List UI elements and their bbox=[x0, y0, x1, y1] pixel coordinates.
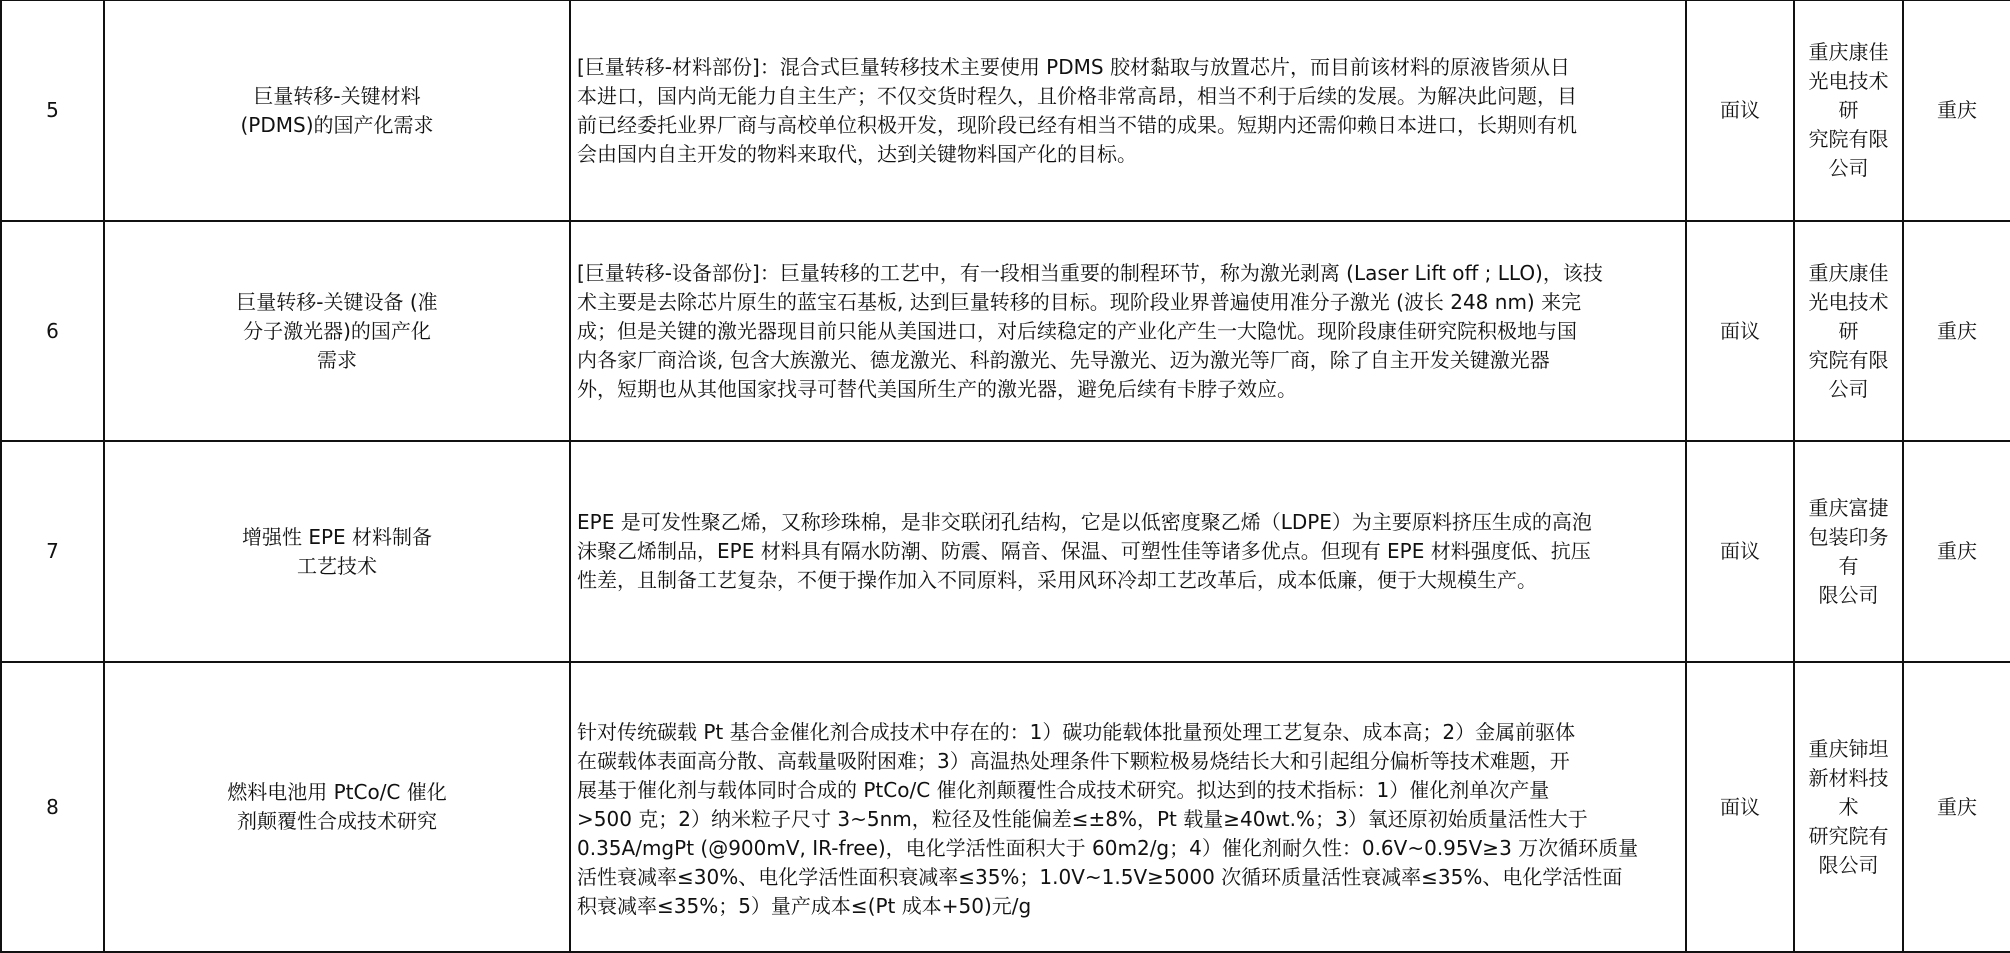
price-cell: 面议 bbox=[1686, 0, 1794, 221]
row-number: 6 bbox=[1, 221, 104, 441]
price-cell: 面议 bbox=[1686, 662, 1794, 952]
description-line: 性差，且制备工艺复杂，不便于操作加入不同原料，采用风环冷却工艺改革后，成本低廉，便于大规模生产。 bbox=[577, 568, 1537, 592]
organization-line: 公司 bbox=[1828, 376, 1869, 401]
organization-line: 重庆康佳 bbox=[1808, 260, 1889, 285]
organization-line: 光电技术 bbox=[1808, 69, 1889, 93]
organization-line: 究院有限 bbox=[1808, 347, 1889, 372]
city-cell: 重庆 bbox=[1903, 0, 2010, 221]
organization-line: 研 bbox=[1838, 318, 1859, 343]
organization-line: 包装印务 bbox=[1808, 524, 1889, 549]
organization-name bbox=[1794, 441, 1903, 662]
project-description bbox=[570, 221, 1686, 441]
organization-line: 新材料技 bbox=[1808, 765, 1889, 790]
table-row bbox=[1, 662, 2010, 952]
description-line: [巨量转移-设备部份]：巨量转移的工艺中，有一段相当重要的制程环节，称为激光剥离 (Laser Lift off ; LLO)，该技 bbox=[577, 260, 1603, 285]
project-description bbox=[570, 441, 1686, 662]
organization-name bbox=[1794, 662, 1903, 952]
description-line: 本进口，国内尚无能力自主生产；不仅交货时程久，且价格非常高昂，相当不利于后续的发展。为解决此问题，目 bbox=[577, 83, 1577, 108]
project-name bbox=[104, 662, 570, 952]
price-cell: 面议 bbox=[1686, 441, 1794, 662]
organization-line: 究院有限 bbox=[1808, 127, 1889, 151]
table-row bbox=[1, 441, 2010, 662]
project-name-line: 工艺技术 bbox=[297, 553, 377, 578]
project-description bbox=[570, 0, 1686, 221]
price-cell: 面议 bbox=[1686, 221, 1794, 441]
city-cell: 重庆 bbox=[1903, 221, 2010, 441]
organization-line: 重庆康佳 bbox=[1808, 40, 1889, 64]
row-number: 5 bbox=[1, 0, 104, 221]
organization-line: 重庆铈坦 bbox=[1808, 736, 1889, 761]
organization-name bbox=[1794, 0, 1903, 221]
project-name-line: (PDMS)的国产化需求 bbox=[240, 112, 434, 137]
description-line: 沫聚乙烯制品，EPE 材料具有隔水防潮、防震、隔音、保温、可塑性佳等诸多优点。但现有 EPE 材料强度低、抗压 bbox=[577, 539, 1591, 563]
description-line: 活性衰减率≤30%、电化学活性面积衰减率≤35%；1.0V~1.5V≥5000 次循环质量活性衰减率≤35%、电化学活性面 bbox=[577, 864, 1623, 889]
description-line: 积衰减率≤35%；5）量产成本≤(Pt 成本+50)元/g bbox=[577, 893, 1032, 918]
description-line: 内各家厂商洽谈, 包含大族激光、德龙激光、科韵激光、先导激光、迈为激光等厂商，除了自主开发关键激光器 bbox=[577, 347, 1550, 372]
project-name-line: 分子激光器)的国产化 bbox=[243, 318, 431, 343]
description-line: 成；但是关键的激光器现目前只能从美国进口，对后续稳定的产业化产生一大隐忧。现阶段康佳研究院积极地与国 bbox=[577, 318, 1577, 343]
description-line: [巨量转移-材料部份]：混合式巨量转移技术主要使用 PDMS 胶材黏取与放置芯片，而目前该材料的原液皆须从日 bbox=[577, 54, 1570, 79]
description-line: 前已经委托业界厂商与高校单位积极开发，现阶段已经有相当不错的成果。短期内还需仰赖日本进口，长期则有机 bbox=[577, 112, 1577, 137]
project-name-line: 剂颠覆性合成技术研究 bbox=[237, 809, 437, 833]
organization-line: 公司 bbox=[1828, 156, 1869, 180]
organization-line: 术 bbox=[1838, 794, 1859, 819]
description-line: 在碳载体表面高分散、高载量吸附困难；3）高温热处理条件下颗粒极易烧结长大和引起组分偏析等技术难题，开 bbox=[577, 748, 1570, 773]
row-number: 8 bbox=[1, 662, 104, 952]
project-name bbox=[104, 221, 570, 441]
description-line: 展基于催化剂与载体同时合成的 PtCo/C 催化剂颠覆性合成技术研究。拟达到的技术指标：1）催化剂单次产量 bbox=[577, 777, 1550, 802]
project-description bbox=[570, 662, 1686, 952]
project-name-line: 需求 bbox=[317, 347, 357, 372]
description-line: 外，短期也从其他国家找寻可替代美国所生产的激光器，避免后续有卡脖子效应。 bbox=[577, 376, 1297, 401]
description-line: >500 克；2）纳米粒子尺寸 3~5nm，粒径及性能偏差≤±8%，Pt 载量≥40wt.%；3）氧还原初始质量活性大于 bbox=[577, 806, 1588, 831]
organization-line: 研 bbox=[1838, 98, 1859, 122]
city-cell: 重庆 bbox=[1903, 441, 2010, 662]
description-line: EPE 是可发性聚乙烯，又称珍珠棉，是非交联闭孔结构，它是以低密度聚乙烯（LDPE）为主要原料挤压生成的高泡 bbox=[577, 510, 1592, 534]
row-number: 7 bbox=[1, 441, 104, 662]
description-line: 0.35A/mgPt (@900mV, IR-free)，电化学活性面积大于 60m2/g；4）催化剂耐久性：0.6V~0.95V≥3 万次循环质量 bbox=[577, 835, 1639, 860]
project-name bbox=[104, 441, 570, 662]
organization-line: 光电技术 bbox=[1808, 289, 1889, 314]
project-name-line: 巨量转移-关键材料 bbox=[253, 83, 421, 108]
organization-name bbox=[1794, 221, 1903, 441]
description-line: 术主要是去除芯片原生的蓝宝石基板, 达到巨量转移的目标。现阶段业界普遍使用准分子激光 (波长 248 nm) 来完 bbox=[577, 289, 1582, 314]
organization-line: 重庆富捷 bbox=[1808, 495, 1889, 520]
project-name-line: 巨量转移-关键设备 (准 bbox=[236, 289, 438, 314]
organization-line: 限公司 bbox=[1818, 582, 1879, 607]
project-name-line: 增强性 EPE 材料制备 bbox=[241, 524, 433, 549]
organization-line: 限公司 bbox=[1818, 852, 1879, 877]
organization-line: 研究院有 bbox=[1808, 823, 1889, 848]
organization-line: 有 bbox=[1838, 553, 1859, 578]
city-cell: 重庆 bbox=[1903, 662, 2010, 952]
table-row bbox=[1, 0, 2010, 221]
description-line: 针对传统碳载 Pt 基合金催化剂合成技术中存在的：1）碳功能载体批量预处理工艺复杂、成本高；2）金属前驱体 bbox=[577, 719, 1576, 744]
table-row bbox=[1, 221, 2010, 441]
project-name-line: 燃料电池用 PtCo/C 催化 bbox=[227, 780, 447, 804]
project-name bbox=[104, 0, 570, 221]
description-line: 会由国内自主开发的物料来取代，达到关键物料国产化的目标。 bbox=[577, 141, 1137, 166]
